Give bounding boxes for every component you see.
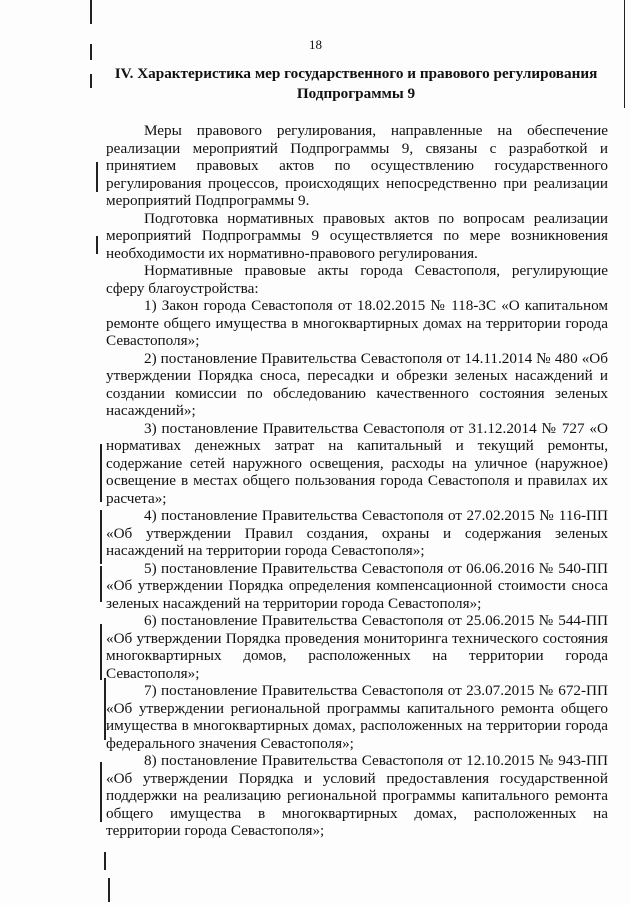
- section-heading: IV. Характеристика мер государственного и правового регулирования Подпрограммы 9: [114, 65, 598, 102]
- list-item-act-8: 8) постановление Правительства Севастополя от 12.10.2015 № 943-ПП «Об утверждении Порядка и условий предоставления государственной поддержки на реализацию региональной программы капитального ремонта общего имущества в многоквартирных домах, расположенных на территории города Севастополя»;: [106, 752, 608, 839]
- paragraph-intro: Меры правового регулирования, направленные на обеспечение реализации мероприятий Подпрограммы 9, связаны с разработкой и принятием правовых актов по осуществлению государственного регулирования процессов, происходящих непосредственно при реализации мероприятий Подпрограммы 9.: [106, 122, 608, 209]
- scan-edge-mark: [100, 510, 102, 564]
- scan-edge-mark: [100, 762, 102, 822]
- scan-edge-mark: [100, 566, 102, 602]
- scan-edge-mark: [90, 74, 92, 88]
- paragraph-preparation: Подготовка нормативных правовых актов по вопросам реализации мероприятий Подпрограммы 9 осуществляется по мере возникновения необходимости их нормативно-правового регулирования.: [106, 209, 608, 262]
- scan-edge-mark: [90, 0, 92, 24]
- list-item-act-7: 7) постановление Правительства Севастополя от 23.07.2015 № 672-ПП «Об утверждении региональной программы капитального ремонта общего имущества в многоквартирных домах, расположенных на территории города федерального значения Севастополя»;: [106, 682, 608, 752]
- scan-edge-mark: [100, 624, 102, 680]
- scan-edge-mark: [100, 444, 102, 502]
- paragraph-acts-list-intro: Нормативные правовые акты города Севастополя, регулирующие сферу благоустройства:: [106, 262, 608, 297]
- list-item-act-5: 5) постановление Правительства Севастополя от 06.06.2016 № 540-ПП «Об утверждении Порядка определения компенсационной стоимости сноса зеленых насаждений на территории города Севастополя»;: [106, 559, 608, 612]
- page-number: 18: [309, 37, 322, 52]
- scan-edge-mark: [96, 236, 98, 254]
- list-item-act-2: 2) постановление Правительства Севастополя от 14.11.2014 № 480 «Об утверждении Порядка сноса, пересадки и обрезки зеленых насаждений и создании комиссии по обследованию качественного состояния зеленых насаждений»;: [106, 349, 608, 419]
- list-item-act-6: 6) постановление Правительства Севастополя от 25.06.2015 № 544-ПП «Об утверждении Порядка проведения мониторинга технического состояния многоквартирных домов, расположенных на территории города Севастополя»;: [106, 612, 608, 682]
- list-item-act-3: 3) постановление Правительства Севастополя от 31.12.2014 № 727 «О нормативах денежных затрат на капитальный и текущий ремонты, содержание сетей наружного освещения, расходы на уличное (наружное) освещение в местах общего пользования города Севастополя и правилах их расчета»;: [106, 419, 608, 507]
- scan-edge-mark: [108, 878, 110, 902]
- scan-edge-mark: [104, 852, 106, 870]
- body-text: [106, 122, 608, 840]
- scan-edge-mark: [96, 162, 98, 192]
- scan-edge-mark: [624, 0, 626, 108]
- list-item-act-1: 1) Закон города Севастополя от 18.02.2015 № 118-ЗС «О капитальном ремонте общего имущества в многоквартирных домах на территории города Севастополя»;: [106, 297, 608, 349]
- list-item-act-4: 4) постановление Правительства Севастополя от 27.02.2015 № 116-ПП «Об утверждении Правил создания, охраны и содержания зеленых насаждений на территории города Севастополя»;: [106, 507, 608, 559]
